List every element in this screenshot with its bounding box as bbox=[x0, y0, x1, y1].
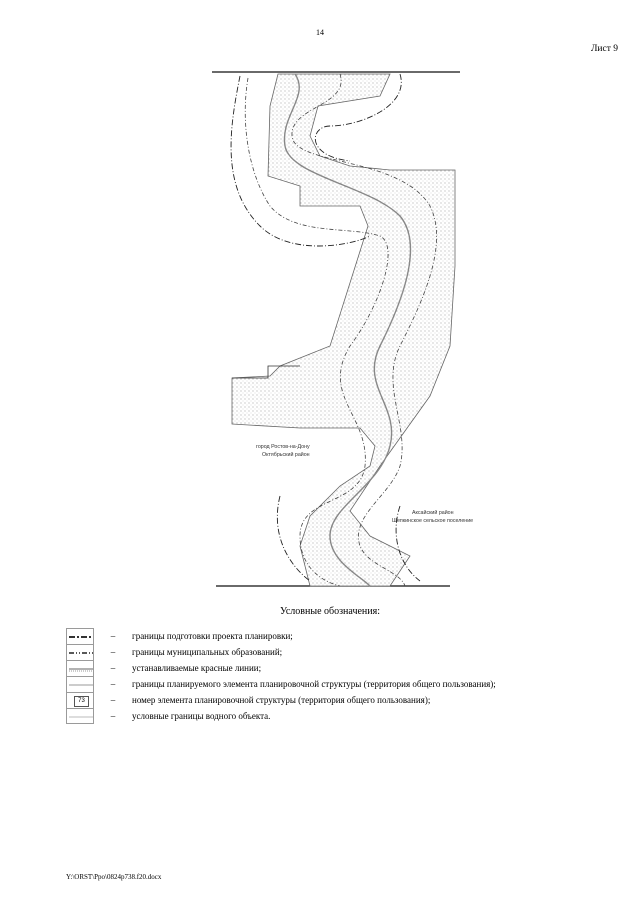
element-number-symbol bbox=[66, 692, 94, 708]
sheet-label: Лист 9 bbox=[590, 44, 618, 54]
legend-dash: – bbox=[110, 663, 116, 673]
planning-boundary-symbol bbox=[66, 628, 94, 644]
water-boundary-symbol bbox=[66, 708, 94, 724]
legend-dash: – bbox=[110, 631, 116, 641]
label-city-district: Октябрьский район bbox=[262, 452, 310, 458]
footer-filepath: Y:\ORST\Ppo\0824p738.f20.docx bbox=[66, 873, 162, 881]
legend-dash: – bbox=[110, 711, 116, 721]
legend-text: границы муниципальных образований; bbox=[132, 647, 283, 657]
element-boundary-symbol bbox=[66, 676, 94, 692]
legend-text: устанавливаемые красные линии; bbox=[132, 663, 262, 673]
element-number-box: 73 bbox=[74, 696, 89, 707]
legend-text: границы планируемого элемента планировочной структуры (территория общего пользования); bbox=[132, 679, 496, 689]
label-city: город Ростов-на-Дону bbox=[256, 444, 310, 450]
label-settlement: Щепкинское сельское поселение bbox=[392, 518, 474, 524]
legend-text: условные границы водного объекта. bbox=[132, 711, 271, 721]
red-line-symbol bbox=[66, 660, 94, 676]
legend-item-planning-boundary bbox=[66, 628, 496, 644]
legend-dash: – bbox=[110, 679, 116, 689]
page-number: 14 bbox=[316, 28, 324, 37]
label-district: Аксайский район bbox=[412, 510, 454, 516]
legend-item-water-boundary bbox=[66, 708, 496, 724]
legend-text: номер элемента планировочной структуры (территория общего пользования); bbox=[132, 695, 431, 705]
legend-item-red-lines bbox=[66, 660, 496, 676]
legend-item-element-number bbox=[66, 692, 496, 708]
legend-text: границы подготовки проекта планировки; bbox=[132, 631, 293, 641]
planning-map bbox=[200, 66, 474, 596]
legend-title: Условные обозначения: bbox=[279, 606, 380, 617]
legend-dash: – bbox=[110, 695, 116, 705]
legend-dash: – bbox=[110, 647, 116, 657]
legend-item-municipal-boundary bbox=[66, 644, 496, 660]
map-drawing bbox=[200, 66, 470, 596]
municipal-boundary-symbol bbox=[66, 644, 94, 660]
legend-item-element-boundary bbox=[66, 676, 496, 692]
legend bbox=[66, 628, 496, 724]
